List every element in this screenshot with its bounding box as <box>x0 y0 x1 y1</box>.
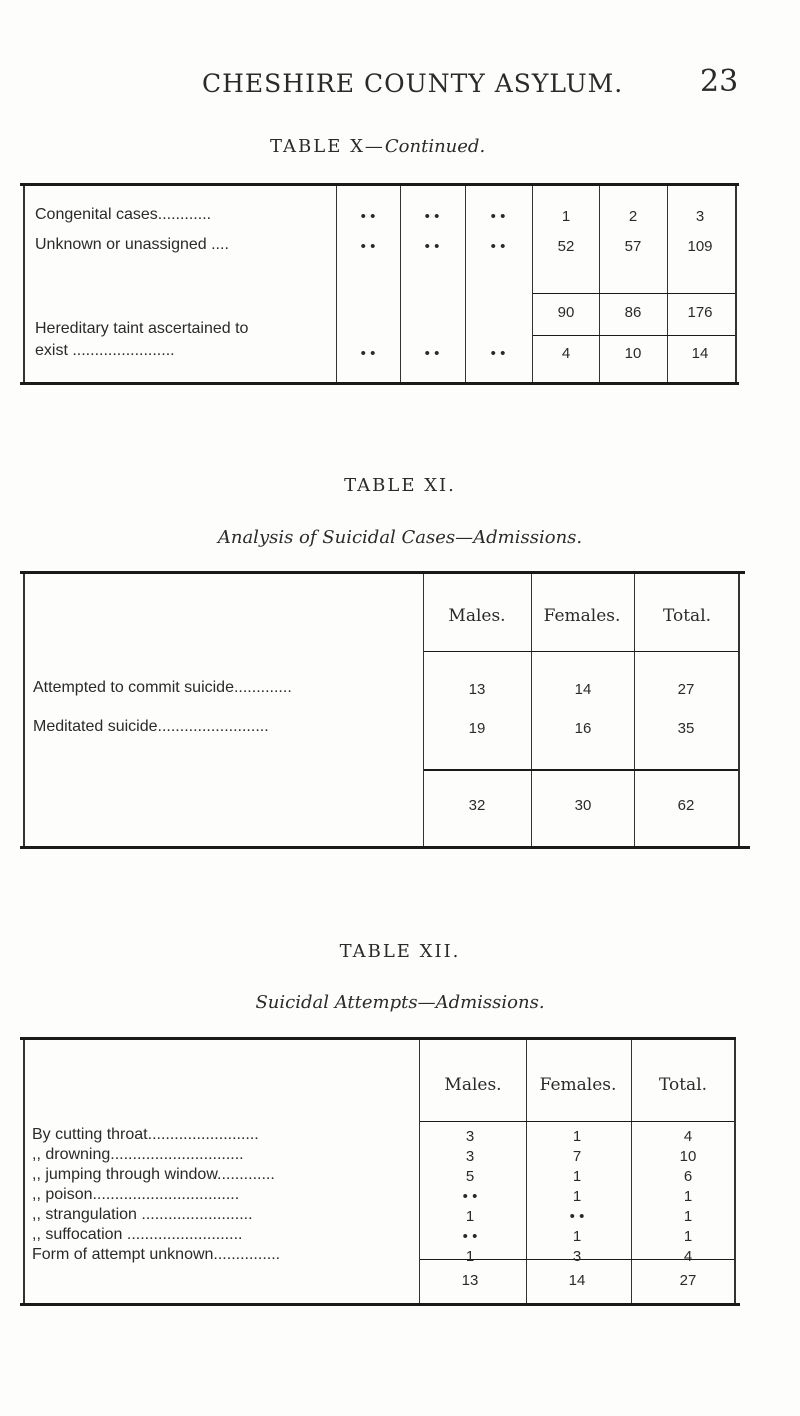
table-x-row-label: Unknown or unassigned .... <box>35 236 229 253</box>
column-header-males: Males. <box>444 1075 502 1095</box>
table-x-cell: • • <box>490 238 506 255</box>
table-xi-total: 30 <box>574 797 592 814</box>
table-xii-cell: • • <box>462 1188 478 1205</box>
table-x-cell: • • <box>424 345 440 362</box>
table-xi-cell: 27 <box>677 681 695 698</box>
rule <box>533 293 735 294</box>
table-xii-cell: 1 <box>572 1228 582 1245</box>
rule <box>23 574 25 846</box>
table-xii-total: 27 <box>679 1272 697 1289</box>
rule <box>20 1037 736 1040</box>
table-xi-cell: 16 <box>574 720 592 737</box>
rule <box>20 382 739 385</box>
table-xii-cell: 3 <box>465 1128 475 1145</box>
rule <box>735 186 737 382</box>
running-title: CHESHIRE COUNTY ASYLUM. <box>202 69 624 98</box>
table-xii-row-label: ,, drowning.............................. <box>32 1146 244 1163</box>
table-xii-subtitle: Suicidal Attempts—Admissions. <box>255 992 545 1013</box>
table-x-cell: 109 <box>687 238 713 255</box>
table-x-cell: 14 <box>691 345 709 362</box>
rule <box>533 335 735 336</box>
page-number: 23 <box>700 64 739 99</box>
table-x-cell: • • <box>360 238 376 255</box>
table-xi-title: TABLE XI. <box>344 475 456 496</box>
table-x-cell: • • <box>360 345 376 362</box>
table-xii-row-label: ,, suffocation .......................... <box>32 1226 243 1243</box>
table-x-caption <box>270 136 485 157</box>
table-x-caption-italic: Continued. <box>384 136 486 157</box>
table-x-row-label: exist ....................... <box>35 342 175 359</box>
table-xii-cell: • • <box>462 1228 478 1245</box>
column-header-total: Total. <box>662 606 712 626</box>
table-x-cell: • • <box>424 238 440 255</box>
rule <box>336 186 337 382</box>
table-xii-cell: 1 <box>465 1248 475 1265</box>
table-xii-cell: 4 <box>683 1128 693 1145</box>
table-x-cell: • • <box>424 208 440 225</box>
table-x-subtotal: 86 <box>624 304 642 321</box>
table-xii-cell: 1 <box>572 1188 582 1205</box>
rule <box>20 183 739 186</box>
table-xii-title: TABLE XII. <box>339 941 461 962</box>
table-x-caption-prefix: TABLE X— <box>270 136 385 157</box>
table-xii-cell: 1 <box>683 1208 693 1225</box>
rule <box>667 186 668 382</box>
table-xii-cell: 3 <box>465 1148 475 1165</box>
table-xii-cell: 4 <box>683 1248 693 1265</box>
table-x-row-label: Congenital cases............ <box>35 206 212 223</box>
table-xii-cell: 1 <box>572 1128 582 1145</box>
table-xii-cell: 3 <box>572 1248 582 1265</box>
rule <box>400 186 401 382</box>
table-x-subtotal: 90 <box>557 304 575 321</box>
rule <box>20 846 750 849</box>
table-xi-total: 62 <box>677 797 695 814</box>
rule <box>23 186 25 382</box>
table-xii-row-label: By cutting throat......................... <box>32 1126 259 1143</box>
table-x-cell: 3 <box>695 208 705 225</box>
rule <box>424 769 738 771</box>
table-x-subtotal: 176 <box>687 304 713 321</box>
rule <box>599 186 600 382</box>
rule <box>465 186 466 382</box>
table-x-cell: • • <box>490 345 506 362</box>
rule <box>20 571 745 574</box>
table-xii-row-label: ,, strangulation ......................... <box>32 1206 253 1223</box>
table-xii-cell: 1 <box>465 1208 475 1225</box>
column-header-females: Females. <box>539 1075 617 1095</box>
table-x-cell: • • <box>490 208 506 225</box>
table-xii-total: 14 <box>568 1272 586 1289</box>
table-xi-cell: 14 <box>574 681 592 698</box>
table-xi-total: 32 <box>468 797 486 814</box>
table-xii-cell: 1 <box>572 1168 582 1185</box>
table-x-cell: 10 <box>624 345 642 362</box>
rule <box>424 651 738 652</box>
table-xii-cell: 1 <box>683 1188 693 1205</box>
table-x-cell: 2 <box>628 208 638 225</box>
rule <box>420 1121 734 1122</box>
table-x-row-label: Hereditary taint ascertained to <box>35 320 249 337</box>
table-xi-cell: 13 <box>468 681 486 698</box>
table-xi-cell: 35 <box>677 720 695 737</box>
table-xi-row-label: Attempted to commit suicide............. <box>33 679 292 696</box>
rule <box>23 1040 25 1303</box>
column-header-males: Males. <box>448 606 506 626</box>
table-xii-row-label: Form of attempt unknown............... <box>32 1246 281 1263</box>
rule <box>20 1303 740 1306</box>
table-x-cell: 52 <box>557 238 575 255</box>
table-xi-subtitle: Analysis of Suicidal Cases—Admissions. <box>217 527 583 548</box>
table-x-cell: 57 <box>624 238 642 255</box>
column-header-females: Females. <box>543 606 621 626</box>
table-xi-cell: 19 <box>468 720 486 737</box>
table-xii-row-label: ,, poison................................. <box>32 1186 240 1203</box>
table-xii-cell: 7 <box>572 1148 582 1165</box>
rule <box>532 186 533 382</box>
table-xii-total: 13 <box>461 1272 479 1289</box>
table-x-cell: 4 <box>561 345 571 362</box>
table-xii-row-label: ,, jumping through window............. <box>32 1166 275 1183</box>
table-xi-row-label: Meditated suicide......................... <box>33 718 269 735</box>
table-x-cell: 1 <box>561 208 571 225</box>
column-header-total: Total. <box>658 1075 708 1095</box>
table-xii-cell: • • <box>569 1208 585 1225</box>
table-xii-cell: 5 <box>465 1168 475 1185</box>
table-x-cell: • • <box>360 208 376 225</box>
table-xii-cell: 1 <box>683 1228 693 1245</box>
table-xii-cell: 6 <box>683 1168 693 1185</box>
table-xii-cell: 10 <box>679 1148 697 1165</box>
